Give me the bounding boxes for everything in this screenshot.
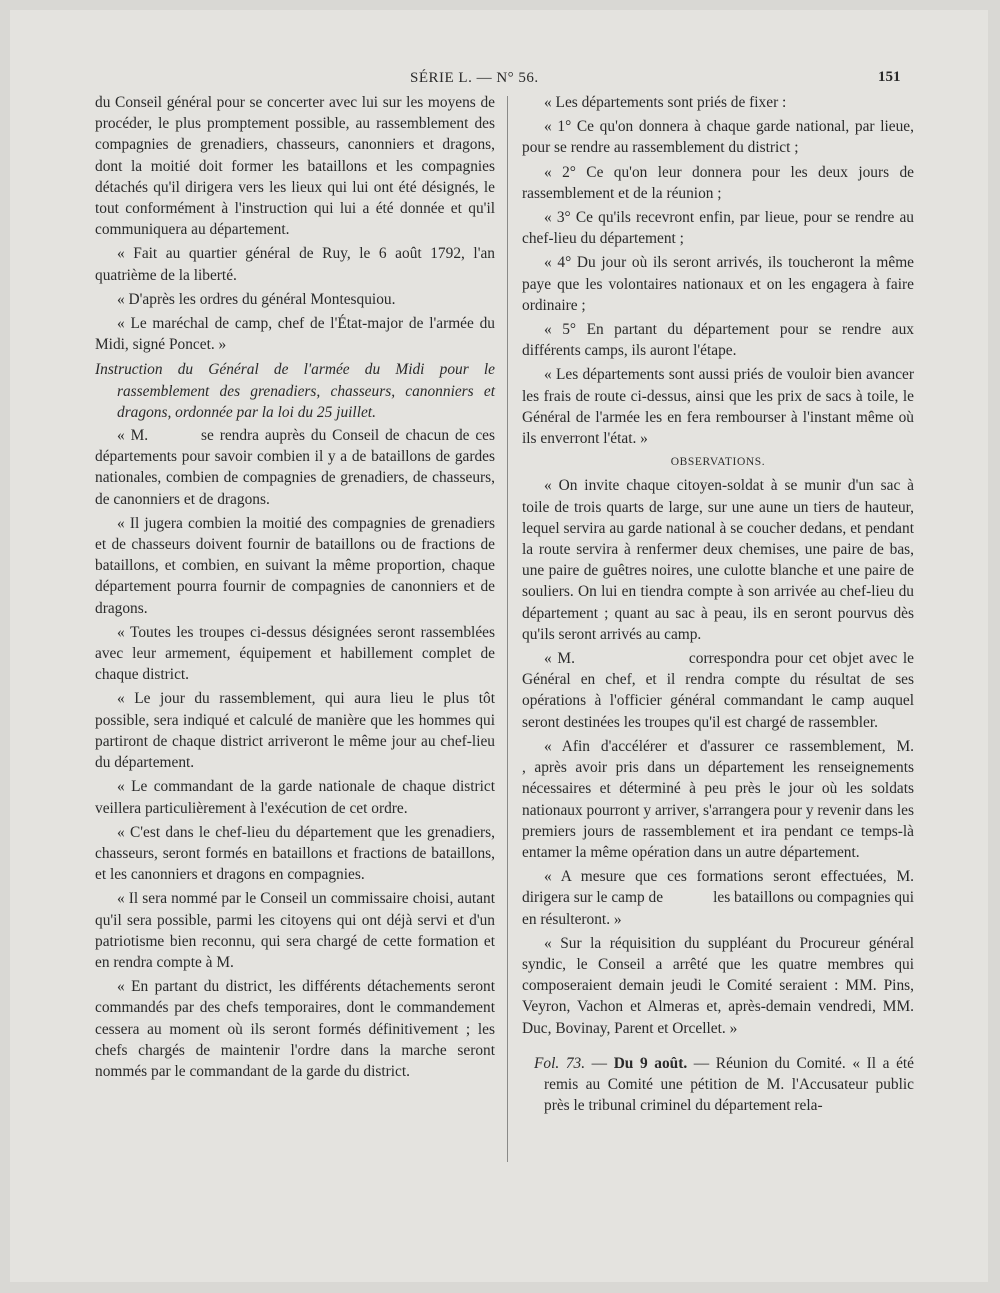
paragraph: « Toutes les troupes ci-dessus désignées seront rassemblées avec leur armement, équipement et habillement complet de chaque district.: [95, 623, 495, 684]
right-column: [522, 92, 965, 1119]
paragraph: « A mesure que ces formations seront effectuées, M. dirigera sur le camp de les bataillons ou compagnies qui en résulteront. »: [522, 868, 965, 928]
folio-reference: Fol. 73.: [534, 1054, 586, 1072]
paragraph: « Il jugera combien la moitié des compagnies de grenadiers et de chasseurs doivent fournir de bataillons ou de fractions de bataillons, et combien, en suivant la même proportion, chaque département pourra fournir de compagnies de canonniers et de dragons.: [95, 514, 495, 617]
paragraph: du Conseil général pour se concerter avec lui sur les moyens de procéder, le plus promptement possible, au rassemblement des compagnies de grenadiers, chasseurs, canonniers et dragons, dont la moitié doit former les bataillons et les compagnies détachés qu'il dirigera vers les lieux qui lui ont été désignés, le tout conformément à l'instruction qui lui a été donnée et qu'il communiquera au département.: [95, 94, 495, 239]
folio-date: Du 9 août.: [613, 1054, 688, 1072]
document-page: [10, 10, 988, 1282]
paragraph: « Il sera nommé par le Conseil un commissaire choisi, autant qu'il sera possible, parmi les citoyens qui ont déjà servi et d'un patriotisme bien reconnu, qui sera chargé de cette formation et en rendra compte à M.: [95, 890, 495, 971]
paragraph: « C'est dans le chef-lieu du département que les grenadiers, chasseurs, seront formés en bataillons et fractions de bataillons, et les canonniers et dragons en compagnies.: [95, 823, 495, 884]
paragraph: « Fait au quartier général de Ruy, le 6 août 1792, l'an quatrième de la liberté.: [95, 245, 495, 284]
paragraph: « Sur la réquisition du suppléant du Procureur général syndic, le Conseil a arrêté que les quatre membres qui composeraient demain jeudi le Comité seraient : MM. Pins, Veyron, Vachon et Almeras et, après-demain vendredi, MM. Duc, Bovinay, Parent et Orcellet. »: [522, 934, 914, 1037]
paragraph: « 1° Ce qu'on donnera à chaque garde national, par lieue, pour se rendre au rassemblement du district ;: [522, 118, 914, 157]
paragraph: « Les départements sont priés de fixer :: [544, 94, 787, 111]
folio-dash: —: [585, 1054, 614, 1072]
observations-heading: OBSERVATIONS.: [670, 456, 766, 469]
paragraph: « Les départements sont aussi priés de vouloir bien avancer les frais de route ci-dessus, ainsi que les prix de sacs à toile, le Général de l'armée les en fera rembourser à l'instant même où ils enverront l'état. »: [522, 366, 914, 448]
paragraph: « 3° Ce qu'ils recevront enfin, par lieue, pour se rendre au chef-lieu du département ;: [522, 209, 914, 248]
instruction-title: Instruction du Général de l'armée du Midi pour le rassemblement des grenadiers, chasseurs, canonniers et dragons, ordonnée par la loi du 25 juillet.: [95, 361, 495, 421]
paragraph: « Le commandant de la garde nationale de chaque district veillera particulièrement à l'exécution de cet ordre.: [95, 778, 495, 817]
paragraph: « D'après les ordres du général Montesquiou.: [117, 290, 396, 308]
paragraph: « Le jour du rassemblement, qui aura lieu le plus tôt possible, sera indiqué et calculé de manière que les hommes qui partiront de chaque district arriveront le même jour au chef-lieu du département.: [95, 690, 495, 772]
paragraph: « On invite chaque citoyen-soldat à se munir d'un sac à toile de trois quarts de large, sur une aune un tiers de hauteur, lequel servira au garde national à se coucher dedans, et pendant la route servira à renfermer deux chemises, une paire de bas, une paire de guêtres noires, une culotte blanche et une paire de souliers. On lui en tiendra compte à son arrivée au chef-lieu du département ; quant au sac à peau, ils en seront pourvus dès qu'ils seront arrivés au camp.: [522, 477, 914, 643]
folio-entry: [522, 1053, 914, 1117]
paragraph: « 2° Ce qu'on leur donnera pour les deux jours de rassemblement et de la réunion ;: [522, 163, 914, 202]
paragraph: « M. se rendra auprès du Conseil de chacun de ces départements pour savoir combien il y a de bataillons de gardes nationales, combien de compagnies de grenadiers, de chasseurs, de canonniers et de dragons.: [95, 427, 499, 508]
paragraph: « 4° Du jour où ils seront arrivés, ils toucheront la même paye que les volontaires nationaux et on les engagera à faire ordinaire ;: [522, 254, 914, 314]
paragraph: « 5° En partant du département pour se rendre aux différents camps, ils auront l'étape.: [522, 321, 914, 360]
page-number: 151: [878, 69, 901, 85]
paragraph: « En partant du district, les différents détachements seront commandés par des chefs temporaires, dont le commandement cessera au moment où ils seront formés définitivement ; les chefs chargés de maintenir l'ordre dans la marche seront nommés par le commandant de la garde du district.: [95, 978, 495, 1080]
folio-text: — Réunion du Comité. « Il a été remis au Comité une pétition de M. l'Accusateur public près le tribunal criminel du département rela-: [544, 1054, 915, 1115]
left-column: [95, 92, 499, 1085]
paragraph: « M. correspondra pour cet objet avec le Général en chef, et il rendra compte du résultat de ses opérations à l'officier général commandant le camp auquel seront destinées les troupes qu'il est chargé de rassembler.: [522, 650, 918, 731]
paragraph: « Le maréchal de camp, chef de l'État-major de l'armée du Midi, signé Poncet. »: [95, 315, 495, 354]
column-divider: [507, 96, 508, 1162]
paragraph: « Afin d'accélérer et d'assurer ce rassemblement, M. , après avoir pris dans un département les renseignements nécessaires et déterminé à peu près le jour où les soldats nationaux pourront y arriver, s'arrangera pour y revenir dans les premiers jours de rassemblement et ira pendant ce temps-là entamer la même opération dans un autre département.: [522, 737, 961, 861]
running-head: SÉRIE L. — N° 56.: [410, 70, 539, 86]
